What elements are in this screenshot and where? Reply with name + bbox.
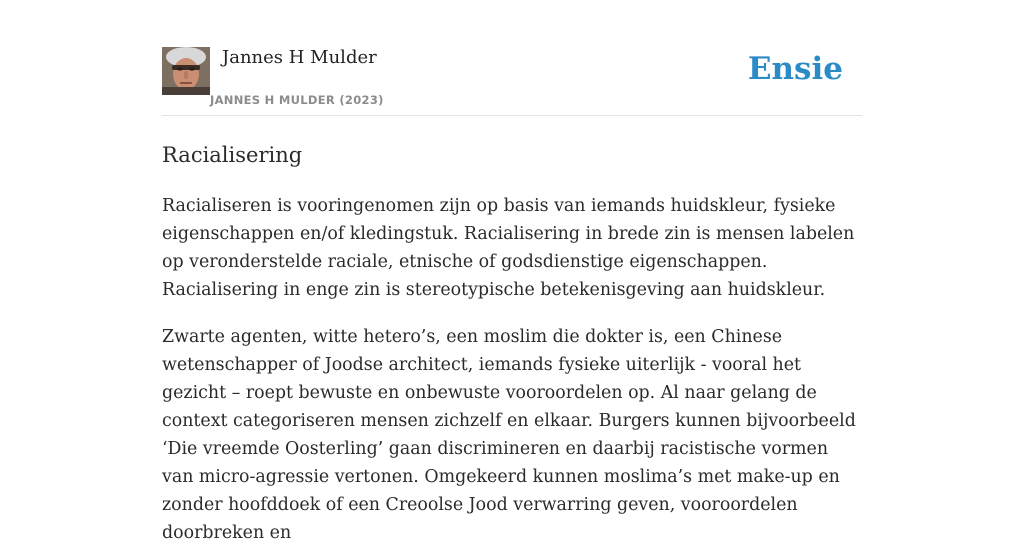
article-card [162,0,862,547]
article-paragraph: Racialiseren is vooringenomen zijn op basis van iemands huidskleur, fysieke eigenschappen en/of kledingstuk. Racialisering in brede zin is mensen labelen op veronderstelde raciale, etnische of godsdienstige eigenschappen. Racialisering in enge zin is stereotypische betekenisgeving aan huidskleur. [162,196,855,300]
author-name[interactable]: Jannes H Mulder [222,47,377,68]
brand-logo[interactable]: Ensie [747,51,843,87]
author-attribution: JANNES H MULDER (2023) [210,93,384,107]
article-paragraph: Zwarte agenten, witte hetero’s, een moslim die dokter is, een Chinese wetenschapper of Joodse architect, iemands fysieke uiterlijk - vooral het gezicht – roept bewuste en onbewuste vooroordelen op. Al naar gelang de context categoriseren mensen zichzelf en elkaar. Burgers kunnen bijvoorbeeld ‘Die vreemde Oosterling’ gaan discrimineren en daarbij racistische vormen van micro-agressie vertonen. Omgekeerd kunnen moslima’s met make-up en zonder hoofddoek of een Creoolse Jood verwarring geven, vooroordelen doorbreken en [162,327,856,543]
author-photo-icon [162,47,210,95]
article-title: Racialisering [162,143,303,167]
article-header [162,0,862,116]
author-avatar[interactable] [162,47,210,95]
